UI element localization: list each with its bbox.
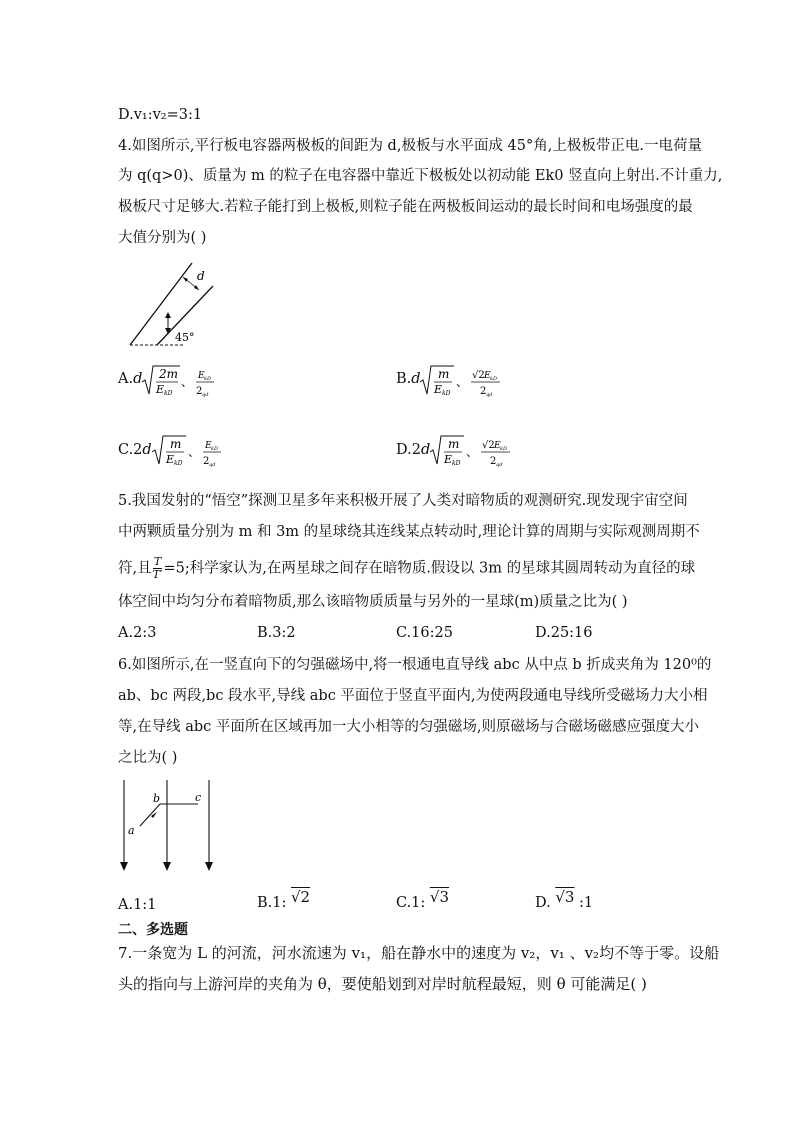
svg-text:kD: kD [164, 390, 173, 397]
svg-text:kD: kD [500, 446, 508, 452]
svg-text:E: E [484, 371, 491, 381]
svg-text:m: m [170, 437, 182, 451]
q6-text-line2: ab、bc 两段,bc 段水平,导线 abc 平面位于竖直平面内,为使两段通电导线所受磁场力大小相 [118, 688, 708, 704]
q4-option-a: A.d [118, 371, 143, 387]
q4-capacitor-figure [125, 258, 235, 353]
svg-text:qd: qd [486, 392, 493, 398]
q4-option-d-math [428, 432, 528, 472]
q4-text-line3: 极板尺寸足够大.若粒子能打到上极板,则粒子能在两极板间运动的最长时间和电场强度的最 [118, 199, 693, 215]
q7-text-line1: 7.一条宽为 L 的河流，河水流速为 v₁，船在静水中的速度为 v₂，v₁ 、v₂均不等于零。设船 [118, 944, 720, 962]
q4-text-line2: 为 q(q>0)、质量为 m 的粒子在电容器中靠近下极板处以初动能 Ek0 竖直向上射出.不计重力, [118, 168, 723, 184]
q4-option-b: B.d [396, 371, 421, 387]
q5-option-c: C.16:25 [396, 625, 453, 641]
svg-text:E: E [205, 441, 212, 451]
q6-text-line4: 之比为( ) [118, 750, 178, 766]
svg-text:2: 2 [490, 456, 497, 467]
svg-text:kD: kD [211, 446, 219, 452]
svg-text:kD: kD [204, 376, 212, 382]
svg-text:E: E [434, 383, 443, 396]
q7-text-line2: 头的指向与上游河岸的夹角为 θ，要使船划到对岸时航程最短，则 θ 可能满足( ) [118, 975, 647, 993]
q6-text-line3: 等,在导线 abc 平面所在区域再加一大小相等的匀强磁场,则原磁场与合磁场磁感应强度大小 [118, 719, 699, 735]
q6-option-a: A.1:1 [118, 897, 157, 913]
svg-text:kD: kD [174, 460, 183, 467]
q4-option-c: C.2d [118, 442, 152, 458]
q3-option-d: D.v₁:v₂=3:1 [118, 107, 203, 123]
q5-text-line4: 体空间中均匀分布着暗物质,那么该暗物质质量与另外的一星球(m)质量之比为( ) [118, 594, 628, 610]
svg-text:kD: kD [442, 390, 451, 397]
svg-text:E: E [198, 371, 205, 381]
q6-option-b: B.1: √2 [257, 888, 311, 911]
svg-text:√2: √2 [472, 370, 485, 381]
svg-text:E: E [494, 441, 501, 451]
svg-text:、: 、 [466, 445, 479, 459]
q4-figure-label-d: d [197, 269, 205, 283]
q6-option-c: C.1: √3 [396, 888, 450, 911]
svg-text:√2: √2 [482, 440, 495, 451]
svg-text:、: 、 [188, 445, 201, 459]
q6-figure-label-b: b [153, 792, 161, 805]
q5-option-b: B.3:2 [257, 625, 296, 641]
svg-text:E: E [166, 453, 175, 466]
section-heading-multiple-choice: 二、多选题 [118, 922, 188, 938]
q6-figure-label-a: a [128, 824, 135, 837]
q4-option-b-math [418, 362, 518, 402]
svg-text:m: m [438, 367, 450, 381]
svg-text:kD: kD [490, 376, 498, 382]
q5-text-line1: 5.我国发射的“悟空”探测卫星多年来积极开展了人类对暗物质的观测研究.现发现宇宙空间 [118, 493, 688, 509]
svg-text:、: 、 [181, 375, 194, 389]
svg-text:、: 、 [456, 375, 469, 389]
q6-magnetic-field-figure [112, 776, 222, 876]
q4-option-d: D.2d [396, 442, 431, 458]
q4-text-line4: 大值分别为( ) [118, 230, 207, 246]
q5-option-d: D.25:16 [535, 625, 593, 641]
q6-text-line1: 6.如图所示,在一竖直向下的匀强磁场中,将一根通电直导线 abc 从中点 b 折成夹角为 120⁰的 [118, 657, 712, 673]
svg-text:qd: qd [202, 392, 209, 398]
q4-option-c-math [150, 432, 230, 472]
svg-text:kD: kD [452, 460, 461, 467]
svg-text:m: m [448, 437, 460, 451]
svg-text:2: 2 [203, 456, 210, 467]
q5-text-line2: 中两颗质量分别为 m 和 3m 的星球绕其连线某点转动时,理论计算的周期与实际观测周期不 [118, 524, 700, 540]
q6-figure-label-c: c [195, 791, 202, 804]
svg-text:qd: qd [496, 462, 503, 468]
q4-figure-label-angle: 45° [175, 331, 195, 344]
q5-text-line3: 符,且 $\frac{T}{T'}$ =5;科学家认为,在两星球之间存在暗物质.假设以 3m 的星球其圆周转动为直径的球 [118, 555, 696, 581]
svg-text:2m: 2m [159, 367, 179, 381]
svg-text:E: E [444, 453, 453, 466]
svg-text:2: 2 [196, 386, 203, 397]
q5-option-a: A.2:3 [118, 625, 157, 641]
q4-option-a-math [140, 362, 220, 402]
svg-text:qd: qd [209, 462, 216, 468]
svg-text:2: 2 [480, 386, 487, 397]
svg-text:E: E [156, 383, 165, 396]
q6-option-d: D. √3 :1 [535, 888, 594, 911]
q4-text-line1: 4.如图所示,平行板电容器两极板的间距为 d,极板与水平面成 45°角,上极板带正电.一电荷量 [118, 138, 702, 154]
